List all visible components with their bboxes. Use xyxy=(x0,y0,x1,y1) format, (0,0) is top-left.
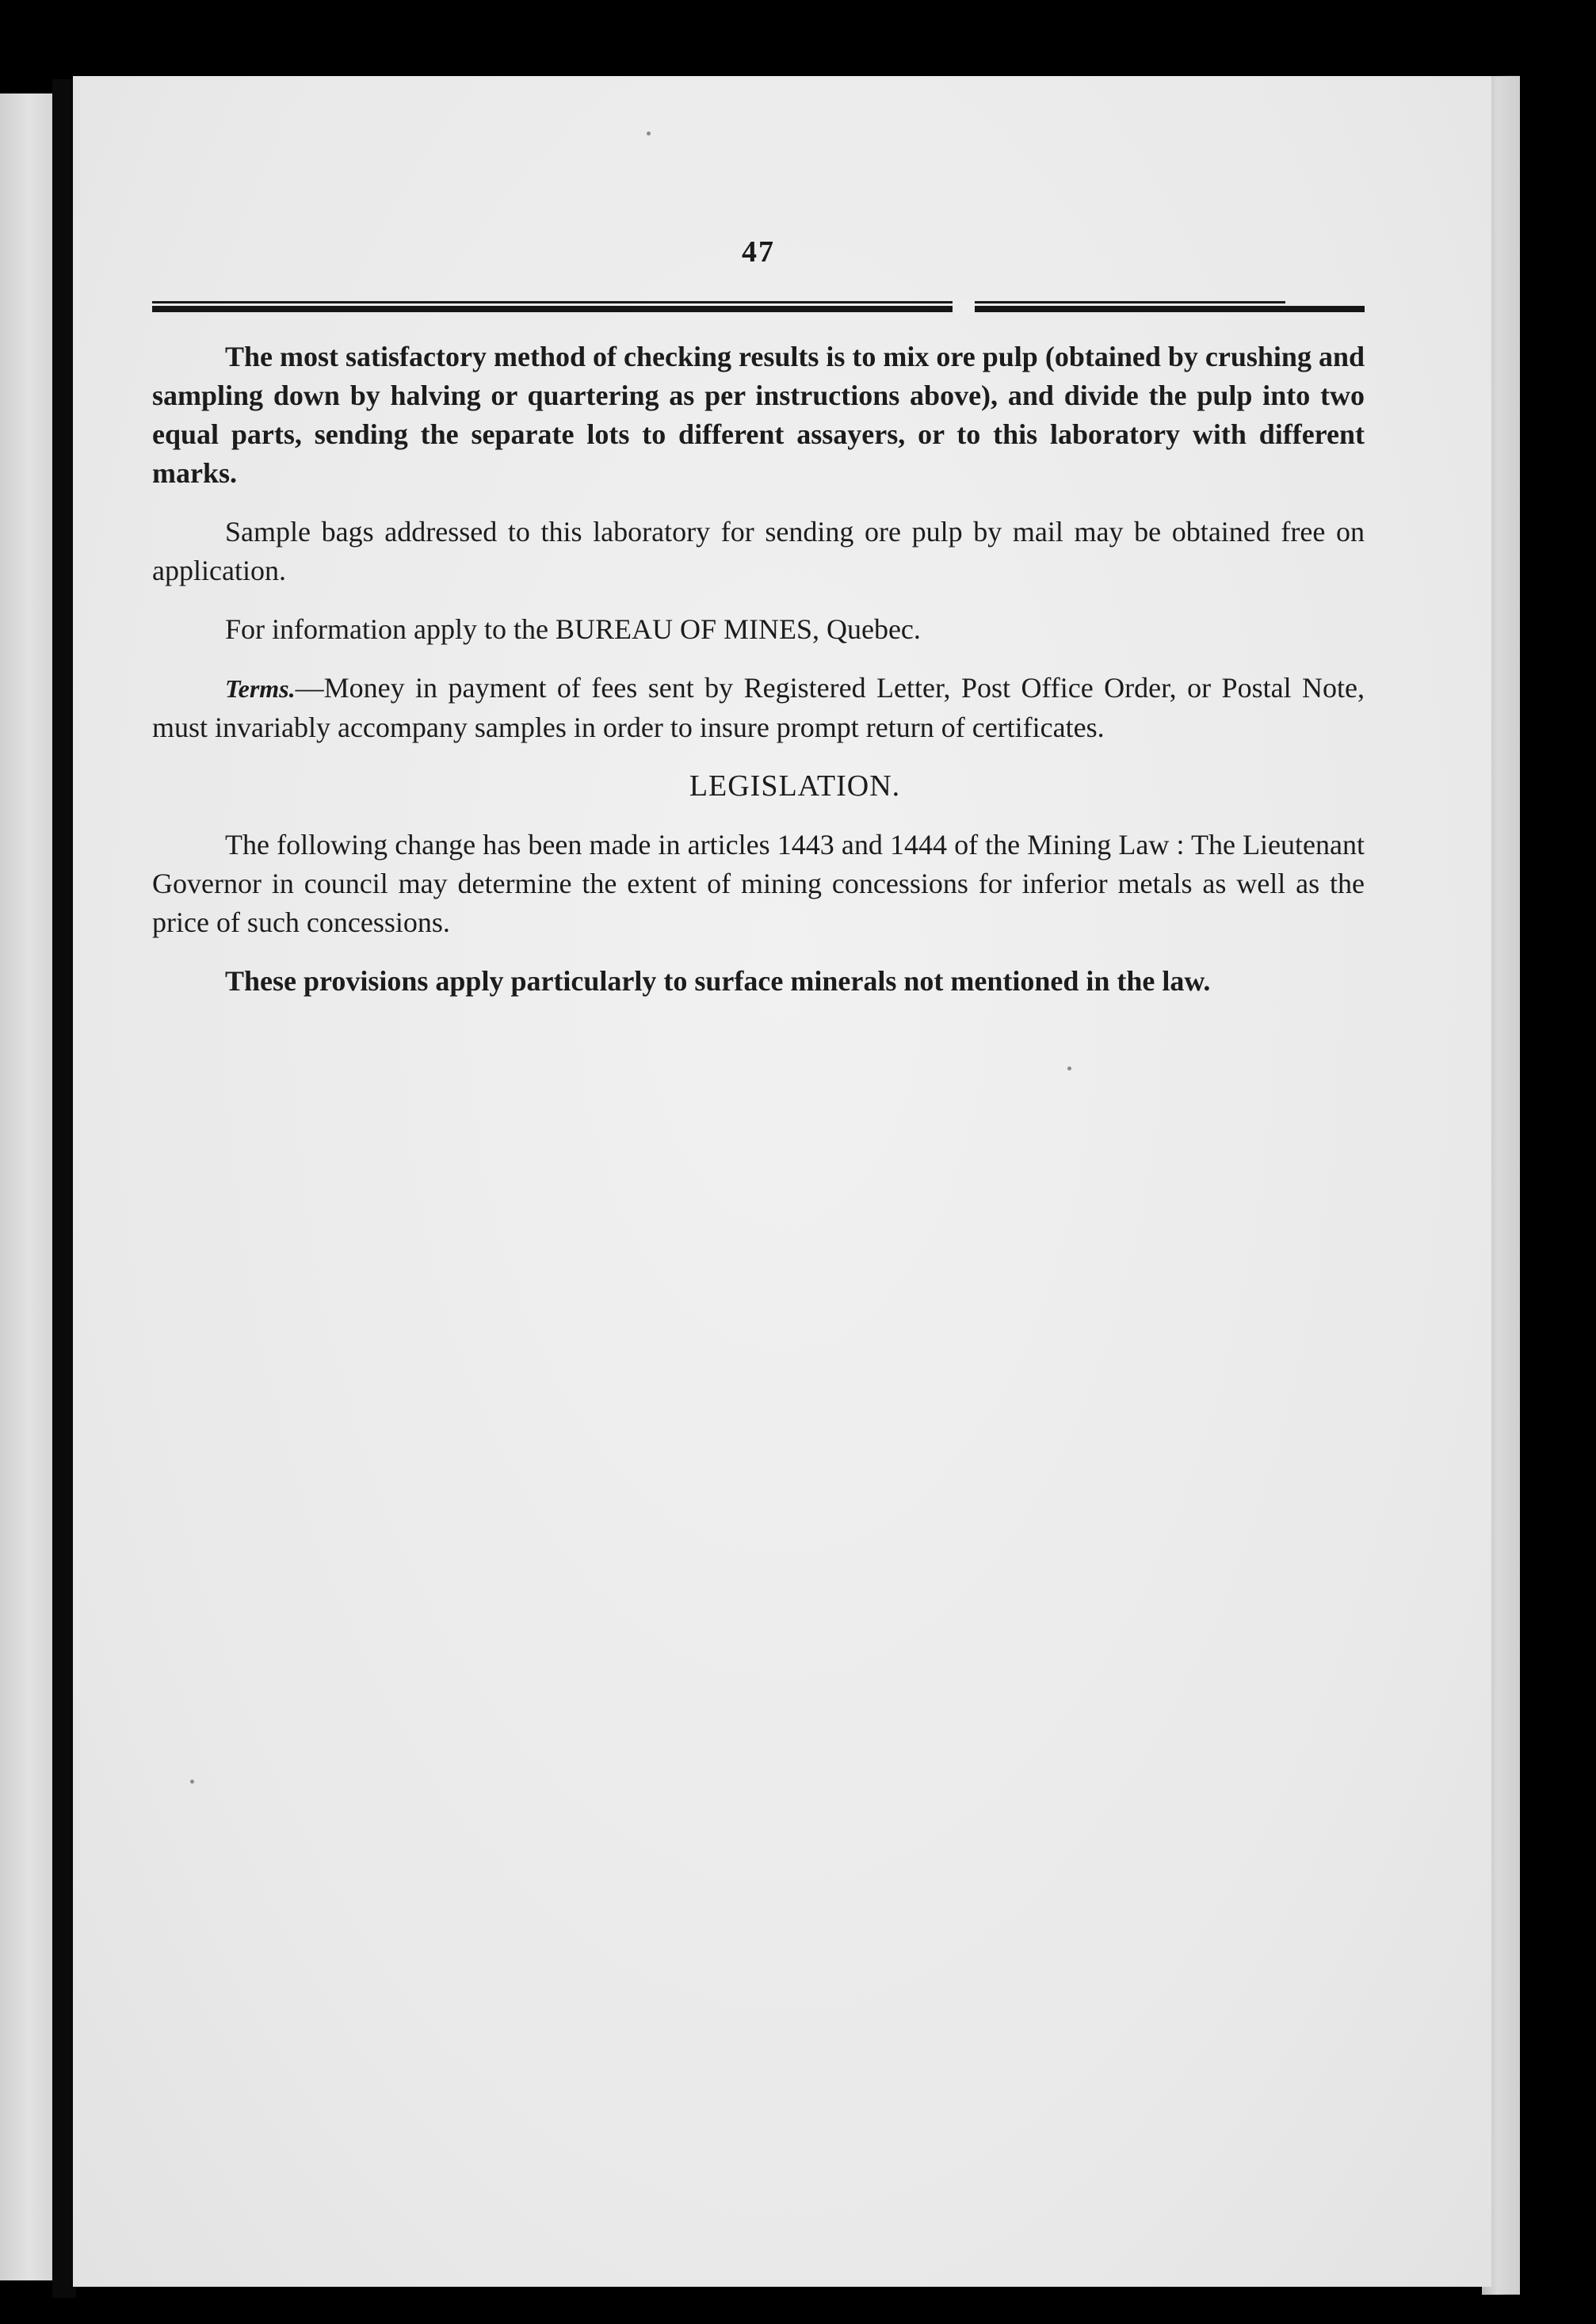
section-heading-legislation: LEGISLATION. xyxy=(689,769,901,803)
terms-label: Terms. xyxy=(225,674,296,703)
header-rule-thick xyxy=(152,306,1365,312)
paragraph-legislation-change: The following change has been made in articles 1443 and 1444 of the Mining Law : The Lieutenant Governor in council may determine the extent of mining concessions for inferior metals as well as the price of such concessions. xyxy=(152,829,1365,938)
header-rule-thin xyxy=(152,301,1285,303)
header-rule xyxy=(152,300,1365,315)
previous-page-edge xyxy=(0,93,52,2280)
paper-speck xyxy=(190,1780,194,1784)
paragraph-sample-bags: Sample bags addressed to this laboratory for sending ore pulp by mail may be obtained free on application. xyxy=(152,516,1365,586)
terms-text: —Money in payment of fees sent by Registered Letter, Post Office Order, or Postal Note, must invariably accompany samples in order to insure prompt return of certificates. xyxy=(152,672,1365,743)
paragraph-checking-results: The most satisfactory method of checking results is to mix ore pulp (obtained by crushing and sampling down by halving or quartering as per instructions above), and divide the pulp into two equal parts, sending the separate lots to different assayers, or to this laboratory with different marks. xyxy=(152,341,1365,489)
paragraph-information: For information apply to the BUREAU OF MINES, Quebec. xyxy=(225,613,921,645)
paragraph-legislation-provisions: These provisions apply particularly to surface minerals not mentioned in the law. xyxy=(225,965,1211,997)
page-number: 47 xyxy=(742,235,775,269)
paper-speck xyxy=(1067,1067,1071,1070)
header-rule-gap xyxy=(953,300,975,315)
paragraph-terms xyxy=(152,669,1365,747)
paper-speck xyxy=(647,132,651,135)
document-page xyxy=(73,76,1491,2287)
body-text xyxy=(152,338,1365,1021)
